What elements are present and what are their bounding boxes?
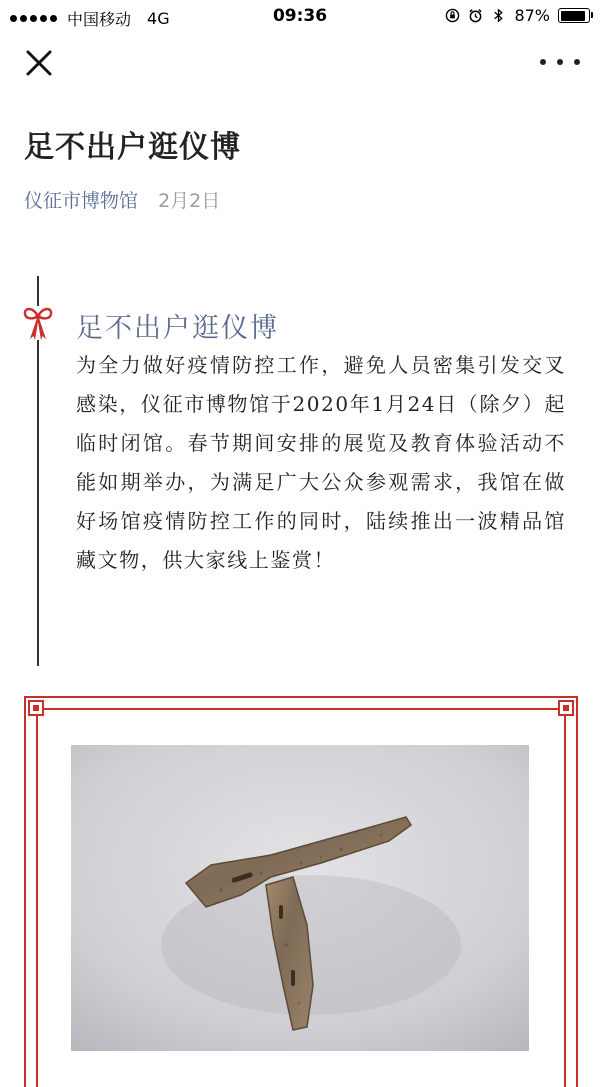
article-meta — [24, 186, 220, 213]
section-title: 足不出户逛仪博 — [76, 313, 279, 344]
rotation-lock-icon — [445, 8, 460, 23]
bluetooth-icon — [491, 8, 506, 23]
network-type: 4G — [147, 9, 170, 28]
close-icon[interactable] — [22, 46, 56, 80]
more-icon[interactable] — [540, 52, 580, 72]
ribbon-bow-icon — [22, 302, 54, 342]
battery-percent: 87% — [514, 6, 550, 25]
carrier-name: 中国移动 — [67, 10, 132, 29]
article-title: 足不出户逛仪博 — [24, 130, 241, 165]
author-link[interactable]: 仪征市博物馆 — [24, 190, 139, 212]
artifact-photo[interactable] — [71, 745, 529, 1051]
status-bar — [0, 0, 600, 34]
status-time: 09:36 — [272, 6, 328, 26]
frame-corner-ornament — [28, 700, 44, 716]
publish-date: 2月2日 — [158, 190, 221, 212]
nav-bar — [0, 34, 600, 90]
section-paragraph: 为全力做好疫情防控工作，避免人员密集引发交叉感染，仪征市博物馆于2020年1月24日（除夕）起临时闭馆。春节期间安排的展览及教育体验活动不能如期举办，为满足广大公众参观需求，我馆在做好场馆疫情防控工作的同时，陆续推出一波精品馆藏文物，供大家线上鉴赏！ — [76, 353, 566, 572]
frame-corner-ornament — [558, 700, 574, 716]
alarm-icon — [468, 8, 483, 23]
vertical-divider-lower — [37, 340, 39, 666]
battery-icon — [558, 8, 590, 23]
